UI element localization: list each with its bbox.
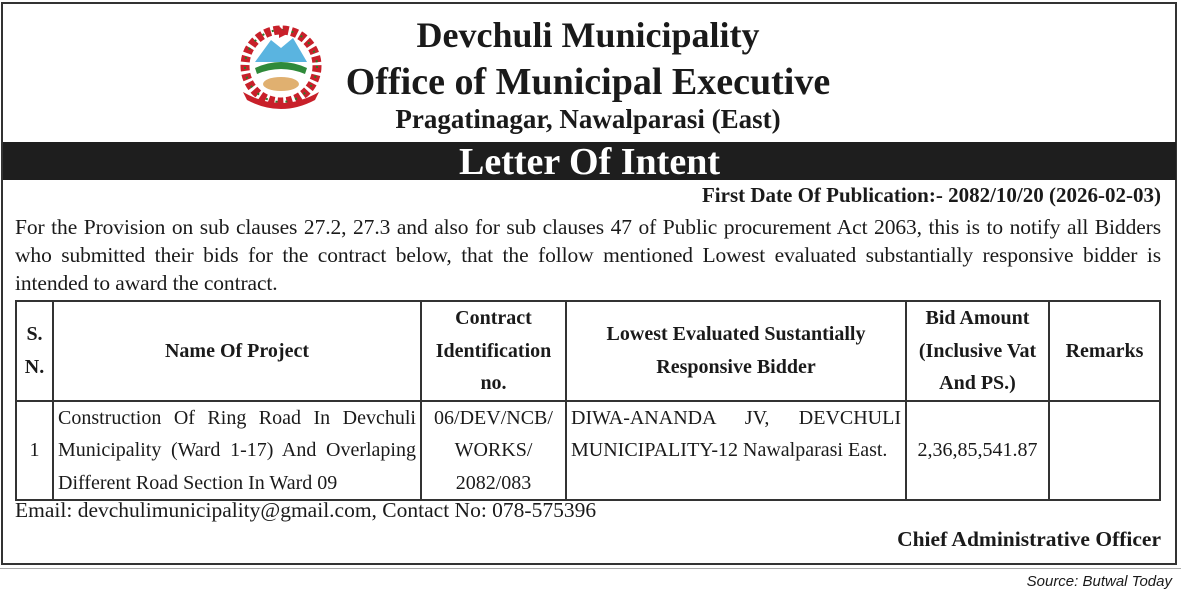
divider: [0, 568, 1181, 569]
header-bidder: Lowest Evaluated Sustantially Responsive Bidder: [566, 301, 906, 401]
header-bid-amount: Bid Amount (Inclusive Vat And PS.): [906, 301, 1049, 401]
cell-remarks: [1049, 401, 1160, 501]
publication-date: First Date Of Publication:- 2082/10/20 (2026-02-03): [701, 183, 1161, 207]
header-remarks: Remarks: [1049, 301, 1160, 401]
cell-bid-amount: 2,36,85,541.87: [906, 401, 1049, 501]
header-project: Name Of Project: [53, 301, 421, 401]
table-row: [16, 401, 1160, 501]
notice-body: For the Provision on sub clauses 27.2, 27.3 and also for sub clauses 47 of Public procurement Act 2063, this is to notify all Bidders who submitted their bids for the contract below, that the follow mentioned Lowest evaluated substantially responsive bidder is intended to award the contract.: [15, 215, 1161, 295]
source-credit: Source: Butwal Today: [1026, 573, 1172, 590]
office-address: Pragatinagar, Nawalparasi (East): [395, 104, 781, 134]
title-banner: [3, 141, 1176, 183]
signatory: Chief Administrative Officer: [897, 527, 1161, 551]
office-name: Office of Municipal Executive: [345, 61, 831, 103]
header-contract-id: Contract Identification no.: [421, 301, 566, 401]
cell-contract-id: 06/DEV/NCB/ WORKS/ 2082/083: [421, 401, 566, 501]
award-table: [15, 300, 1161, 501]
cell-bidder: DIWA-ANANDA JV, DEVCHULI MUNICIPALITY-12 Nawalparasi East.: [566, 401, 906, 501]
header-sn: S. N.: [16, 301, 53, 401]
letter-title: Letter Of Intent: [458, 141, 720, 183]
cell-project: Construction Of Ring Road In Devchuli Municipality (Ward 1-17) And Overlaping Different Road Section In Ward 09: [53, 401, 421, 501]
municipality-name: Devchuli Municipality: [416, 15, 760, 55]
cell-sn: 1: [16, 401, 53, 501]
table-header-row: [16, 301, 1160, 401]
contact-info: Email: devchulimunicipality@gmail.com, Contact No: 078-575396: [15, 498, 597, 522]
